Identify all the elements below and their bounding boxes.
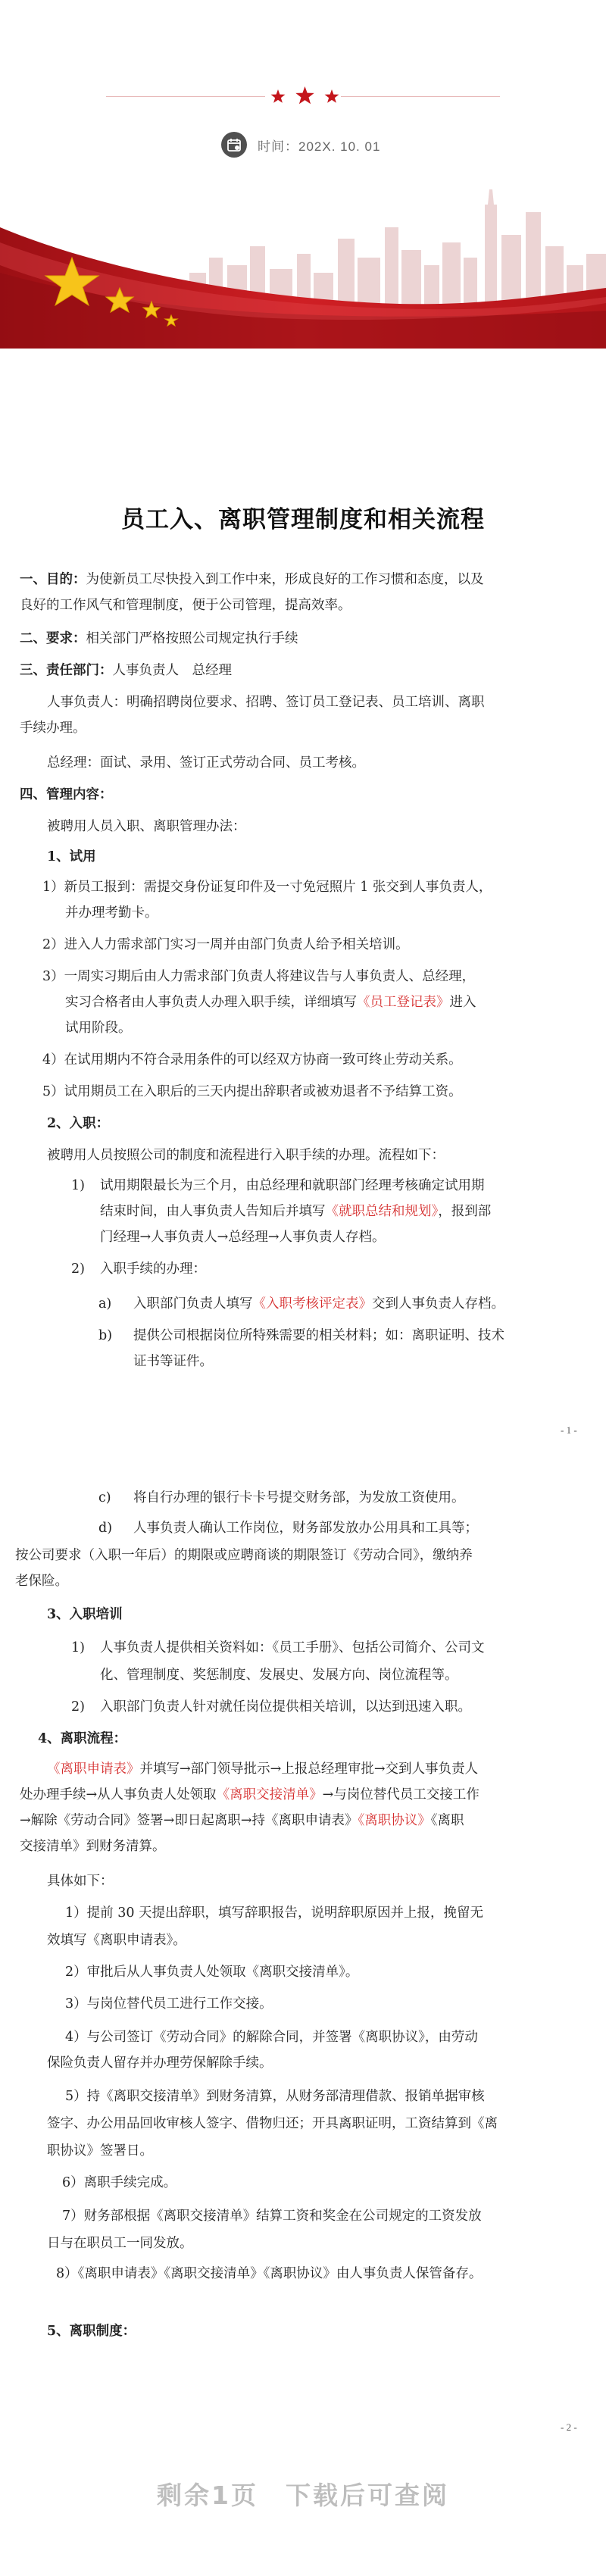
list-item: 人事负责人提供相关资料如：《员工手册》、包括公司简介、公司文: [100, 1640, 485, 1655]
list-number: d): [98, 1521, 113, 1536]
list-item: 人事负责人确认工作岗位，财务部发放办公用具和工具等；: [133, 1521, 478, 1536]
paragraph: [20, 1808, 464, 1834]
section-purpose-cont: 良好的工作风气和管理制度，便于公司管理，提高效率。: [20, 598, 351, 613]
list-number: c): [98, 1490, 111, 1505]
paragraph: [20, 1782, 479, 1808]
list-item: 5）试用期员工在入职后的三天内提出辞职者或被劝退者不予结算工资。: [42, 1084, 462, 1099]
header-rule-right: [341, 96, 500, 97]
list-item: 将自行办理的银行卡卡号提交财务部，为发放工资使用。: [133, 1490, 465, 1505]
text: 入职部门负责人填写: [133, 1296, 253, 1311]
paragraph: 总经理：面试、录用、签订正式劳动合同、员工考核。: [47, 755, 365, 771]
list-item: 3）与岗位替代员工进行工作交接。: [65, 1996, 273, 2012]
form-reference: 《离职申请表》: [47, 1762, 140, 1777]
paragraph: 交接清单》到财务清算。: [20, 1839, 166, 1854]
list-item: 6）离职手续完成。: [62, 2175, 177, 2190]
list-item: 2）进入人力需求部门实习一周并由部门负责人给予相关培训。: [42, 937, 409, 952]
list-item: 4）在试用期内不符合录用条件的可以经双方协商一致可终止劳动关系。: [42, 1052, 462, 1068]
star-icon: [271, 89, 286, 103]
paragraph: 人事负责人：明确招聘岗位要求、招聘、签订员工登记表、员工培训、离职: [47, 695, 485, 710]
text: 交到人事负责人存档。: [372, 1296, 504, 1311]
list-number: b): [98, 1328, 113, 1343]
list-item-cont: 效填写《离职申请表》。: [47, 1933, 186, 1948]
text: 处办理手续→从人事负责人处领取: [20, 1787, 217, 1802]
list-item-cont: 化、管理制度、奖惩制度、发展史、发展方向、岗位流程等。: [100, 1668, 458, 1683]
header-stars: [269, 85, 341, 108]
section-management: 四、管理内容：: [20, 787, 113, 802]
form-reference: 《离职协议》: [358, 1813, 431, 1828]
section-label: 二、要求：: [20, 631, 86, 646]
list-item-cont: [100, 1199, 491, 1224]
subsection-entry: 2、入职：: [47, 1116, 110, 1131]
star-icon: [325, 89, 339, 103]
list-item: 3）一周实习期后由人力需求部门负责人将建议告与人事负责人、总经理，: [42, 969, 476, 984]
form-reference: 《入职考核评定表》: [252, 1296, 372, 1311]
paragraph: 手续办理。: [20, 721, 86, 736]
subsection-trial: 1、试用: [47, 849, 96, 864]
list-item-cont: 签字、办公用品回收审核人签字、借物归还；开具离职证明，工资结算到《离: [47, 2116, 498, 2131]
section-text: 人事负责人 总经理: [112, 663, 232, 678]
list-number: 2): [71, 1261, 85, 1277]
paragraph: 被聘用人员按照公司的制度和流程进行入职手续的办理。流程如下：: [47, 1148, 445, 1163]
document-header: [0, 0, 606, 349]
list-item: 7）财务部根据《离职交接清单》结算工资和奖金在公司规定的工资发放: [62, 2209, 482, 2224]
text: 进入: [449, 995, 476, 1010]
paragraph: 被聘用人员入职、离职管理办法：: [47, 819, 246, 834]
page-number: - 1 -: [561, 1424, 577, 1436]
list-item: 入职手续的办理：: [100, 1261, 206, 1277]
list-item-cont: 职协议》签署日。: [47, 2143, 153, 2159]
list-item-cont: 门经理→人事负责人→总经理→人事负责人存档。: [100, 1230, 386, 1245]
list-number: 1): [71, 1178, 85, 1193]
time-label: 时间：202X. 10. 01: [258, 139, 381, 154]
paragraph: 老保险。: [15, 1574, 68, 1589]
list-item-cont: 保险负责人留存并办理劳保解除手续。: [47, 2055, 273, 2071]
section-label: 三、责任部门：: [20, 663, 113, 678]
paragraph: 具体如下：: [47, 1874, 114, 1889]
subsection-resignation-policy: 5、离职制度：: [47, 2324, 136, 2339]
list-item: 试用期限最长为三个月，由总经理和就职部门经理考核确定试用期: [100, 1178, 485, 1193]
list-item-cont: 试用阶段。: [65, 1021, 132, 1036]
text: 并填写→部门领导批示→上报总经理审批→交到人事负责人: [139, 1762, 478, 1777]
section-label: 一、目的：: [20, 572, 86, 587]
header-rule-left: [106, 96, 265, 97]
subsection-training: 3、入职培训: [47, 1607, 123, 1622]
list-item-cont: 日与在职员工一同发放。: [47, 2236, 193, 2251]
list-item: 1）新员工报到：需提交身份证复印件及一寸免冠照片 1 张交到人事负责人，: [42, 880, 492, 895]
text: 实习合格者由人事负责人办理入职手续，详细填写: [65, 995, 357, 1010]
list-item: 4）与公司签订《劳动合同》的解除合同，并签署《离职协议》，由劳动: [65, 2030, 478, 2045]
section-purpose: [20, 567, 484, 592]
text: ，报到部: [438, 1204, 492, 1219]
text: →解除《劳动合同》签署→即日起离职→持《离职申请表》: [20, 1813, 358, 1828]
list-item: 8）《离职申请表》《离职交接清单》《离职协议》由人事负责人保管备存。: [56, 2266, 483, 2281]
list-item: 入职部门负责人针对就任岗位提供相关培训，以达到迅速入职。: [100, 1699, 471, 1715]
list-item: 1）提前 30 天提出辞职，填写辞职报告，说明辞职原因并上报，挽留无: [65, 1905, 484, 1921]
form-reference: 《员工登记表》: [357, 995, 450, 1010]
list-item-cont: [65, 989, 476, 1015]
paragraph: [47, 1756, 478, 1782]
download-watermark[interactable]: 剩余1页 下载后可查阅: [157, 2481, 449, 2510]
header-banner: [0, 182, 606, 349]
form-reference: 《就职总结和规划》: [325, 1204, 439, 1219]
time-row: [221, 132, 380, 158]
page-number: - 2 -: [561, 2421, 577, 2433]
list-number: 1): [71, 1640, 85, 1655]
text: 《离职: [430, 1813, 464, 1828]
list-item-cont: 并办理考勤卡。: [65, 905, 158, 921]
list-item: 2）审批后从人事负责人处领取《离职交接清单》。: [65, 1965, 359, 1980]
list-item: [133, 1291, 504, 1317]
document-title: 员工入、离职管理制度和相关流程: [121, 506, 485, 533]
list-number: a): [98, 1296, 112, 1311]
calendar-icon: [221, 132, 247, 158]
subsection-resignation-process: 4、离职流程：: [38, 1731, 127, 1746]
text: →与岗位替代员工交接工作: [322, 1787, 479, 1802]
section-text: 为使新员工尽快投入到工作中来，形成良好的工作习惯和态度，以及: [86, 572, 484, 587]
paragraph: 按公司要求（入职一年后）的期限或应聘商谈的期限签订《劳动合同》，缴纳养: [15, 1548, 473, 1563]
list-item: 5）持《离职交接清单》到财务清算，从财务部清理借款、报销单据审核: [65, 2089, 485, 2104]
list-item-cont: 证书等证件。: [133, 1354, 213, 1369]
section-text: 相关部门严格按照公司规定执行手续: [86, 631, 298, 646]
list-item: 提供公司根据岗位所特殊需要的相关材料；如：离职证明、技术: [133, 1328, 504, 1343]
form-reference: 《离职交接清单》: [216, 1787, 323, 1802]
section-requirement: [20, 626, 298, 652]
section-responsibility: [20, 658, 232, 683]
text: 结束时间，由人事负责人告知后并填写: [100, 1204, 326, 1219]
list-number: 2): [71, 1699, 85, 1715]
star-icon: [295, 86, 314, 104]
